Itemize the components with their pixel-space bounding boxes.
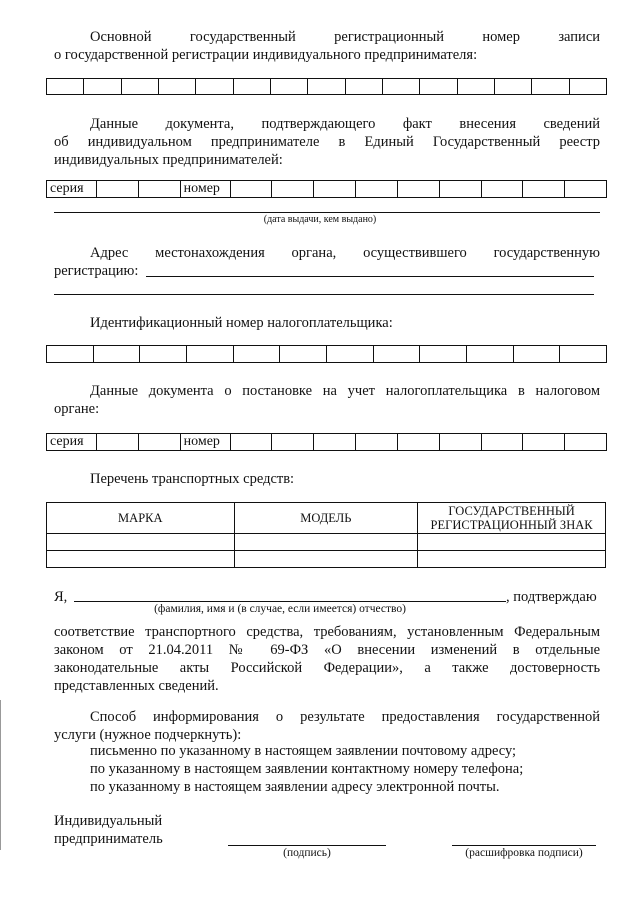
ogrnip-cell[interactable] (308, 78, 345, 95)
tax-registration-line2: органе: (54, 401, 100, 417)
tax-series-cell[interactable] (97, 433, 139, 451)
ogrnip-line1: Основной государственный регистрационный номер записи (90, 29, 601, 45)
confirmation-line3: законодательные акты Российской Федерации», а также достоверность (54, 660, 601, 676)
inn-cell[interactable] (327, 345, 374, 363)
notification-text (54, 708, 600, 744)
notification-options (90, 742, 523, 796)
scan-margin-artifact (0, 700, 1, 850)
confirmation-suffix: , подтверждаю (506, 589, 597, 605)
inn-input-grid[interactable] (46, 345, 607, 363)
inn-cell[interactable] (560, 345, 607, 363)
registration-address-line2: регистрацию: (54, 263, 139, 279)
vehicles-header-row (47, 503, 606, 534)
signature-decryption-field[interactable] (452, 845, 596, 846)
vehicles-header-model: МОДЕЛЬ (234, 503, 418, 534)
signature-role (54, 812, 163, 848)
signature-role-line2: предприниматель (54, 831, 163, 847)
inn-cell[interactable] (374, 345, 421, 363)
ogrnip-cell[interactable] (420, 78, 457, 95)
confirmation-line1: соответствие транспортного средства, требованиям, установленным Федеральным (54, 624, 600, 640)
inn-cell[interactable] (140, 345, 187, 363)
registration-address-field[interactable] (146, 276, 594, 277)
notification-line2: услуги (нужное подчеркнуть): (54, 727, 242, 743)
ogrnip-cell[interactable] (458, 78, 495, 95)
signature-decryption-caption: (расшифровка подписи) (465, 847, 583, 859)
signature-field[interactable] (228, 845, 386, 846)
tax-number-cell[interactable] (314, 433, 356, 451)
egrip-doc-line2: об индивидуальном предпринимателе в Единый Государственный реестр (54, 134, 601, 150)
vehicles-header-plate: ГОСУДАРСТВЕННЫЙ РЕГИСТРАЦИОННЫЙ ЗНАК (418, 503, 606, 534)
tax-series-cell[interactable] (139, 433, 181, 451)
tax-number-cell[interactable] (272, 433, 314, 451)
egrip-series-label: серия (47, 180, 97, 198)
egrip-number-cell[interactable] (482, 180, 524, 198)
inn-cell[interactable] (514, 345, 561, 363)
registration-address-line1: Адрес местонахождения органа, осуществившего государственную (90, 245, 601, 261)
ogrnip-cell[interactable] (346, 78, 383, 95)
ogrnip-text (54, 28, 600, 64)
vehicles-cell-make[interactable] (47, 534, 235, 551)
tax-series-label: серия (47, 433, 97, 451)
inn-cell[interactable] (280, 345, 327, 363)
vehicles-row (47, 551, 606, 568)
egrip-number-cell[interactable] (565, 180, 607, 198)
egrip-number-cell[interactable] (523, 180, 565, 198)
ogrnip-cell[interactable] (47, 78, 84, 95)
vehicles-table (46, 502, 606, 568)
tax-number-cell[interactable] (565, 433, 607, 451)
ogrnip-cell[interactable] (495, 78, 532, 95)
confirmation-text (54, 623, 600, 695)
full-name-caption: (фамилия, имя и (в случае, если имеется) отчество) (154, 603, 406, 615)
inn-cell[interactable] (94, 345, 141, 363)
tax-number-label: номер (181, 433, 231, 451)
confirmation-line4: представленных сведений. (54, 678, 219, 694)
egrip-issue-caption: (дата выдачи, кем выдано) (263, 214, 377, 225)
egrip-number-label: номер (181, 180, 231, 198)
vehicles-header-make: МАРКА (47, 503, 235, 534)
egrip-doc-line1: Данные документа, подтверждающего факт внесения сведений (90, 116, 601, 132)
signature-role-line1: Индивидуальный (54, 813, 163, 829)
registration-address-field-line2[interactable] (54, 294, 594, 295)
egrip-number-cell[interactable] (440, 180, 482, 198)
ogrnip-cell[interactable] (84, 78, 121, 95)
signature-caption: (подпись) (283, 847, 331, 859)
confirmation-prefix: Я, (54, 589, 68, 605)
tax-number-cell[interactable] (482, 433, 524, 451)
egrip-number-cell[interactable] (398, 180, 440, 198)
registration-address-text (54, 244, 600, 280)
vehicles-row (47, 534, 606, 551)
egrip-number-cell[interactable] (356, 180, 398, 198)
vehicles-cell-plate[interactable] (418, 534, 606, 551)
confirmation-line2: законом от 21.04.2011 № 69-ФЗ «О внесении изменений в отдельные (54, 642, 601, 658)
notification-option-mail[interactable]: письменно по указанному в настоящем заявлении почтовому адресу; (90, 743, 517, 759)
full-name-field[interactable] (74, 601, 506, 602)
vehicles-cell-plate[interactable] (418, 551, 606, 568)
egrip-issue-line[interactable] (54, 212, 600, 213)
ogrnip-cell[interactable] (196, 78, 233, 95)
notification-option-email[interactable]: по указанному в настоящем заявлении адресу электронной почты. (90, 779, 500, 795)
egrip-doc-text (54, 115, 600, 169)
egrip-series-cell[interactable] (139, 180, 181, 198)
inn-cell[interactable] (187, 345, 234, 363)
egrip-number-cell[interactable] (272, 180, 314, 198)
ogrnip-input-grid[interactable] (46, 78, 607, 95)
egrip-doc-grid[interactable] (46, 180, 607, 198)
vehicles-title: Перечень транспортных средств: (90, 471, 295, 487)
egrip-series-cell[interactable] (97, 180, 139, 198)
inn-cell[interactable] (234, 345, 281, 363)
tax-doc-grid[interactable] (46, 433, 607, 451)
inn-title: Идентификационный номер налогоплательщика: (90, 315, 393, 331)
vehicles-cell-make[interactable] (47, 551, 235, 568)
egrip-number-cell[interactable] (231, 180, 273, 198)
inn-cell[interactable] (47, 345, 94, 363)
ogrnip-cell[interactable] (383, 78, 420, 95)
vehicles-cell-model[interactable] (234, 551, 418, 568)
notification-option-phone[interactable]: по указанному в настоящем заявлении контактному номеру телефона; (90, 761, 524, 777)
tax-number-cell[interactable] (440, 433, 482, 451)
ogrnip-line2: о государственной регистрации индивидуального предпринимателя: (54, 47, 478, 63)
tax-registration-line1: Данные документа о постановке на учет налогоплательщика в налоговом (90, 383, 601, 399)
tax-registration-text (54, 382, 600, 418)
tax-number-cell[interactable] (356, 433, 398, 451)
egrip-doc-line3: индивидуальных предпринимателей: (54, 152, 283, 168)
inn-cell[interactable] (420, 345, 467, 363)
ogrnip-cell[interactable] (532, 78, 569, 95)
notification-line1: Способ информирования о результате предоставления государственной (90, 709, 601, 725)
tax-number-cell[interactable] (231, 433, 273, 451)
ogrnip-cell[interactable] (271, 78, 308, 95)
ogrnip-cell[interactable] (122, 78, 159, 95)
egrip-number-cell[interactable] (314, 180, 356, 198)
ogrnip-cell[interactable] (570, 78, 607, 95)
vehicles-cell-model[interactable] (234, 534, 418, 551)
ogrnip-cell[interactable] (234, 78, 271, 95)
tax-number-cell[interactable] (398, 433, 440, 451)
tax-number-cell[interactable] (523, 433, 565, 451)
inn-cell[interactable] (467, 345, 514, 363)
ogrnip-cell[interactable] (159, 78, 196, 95)
